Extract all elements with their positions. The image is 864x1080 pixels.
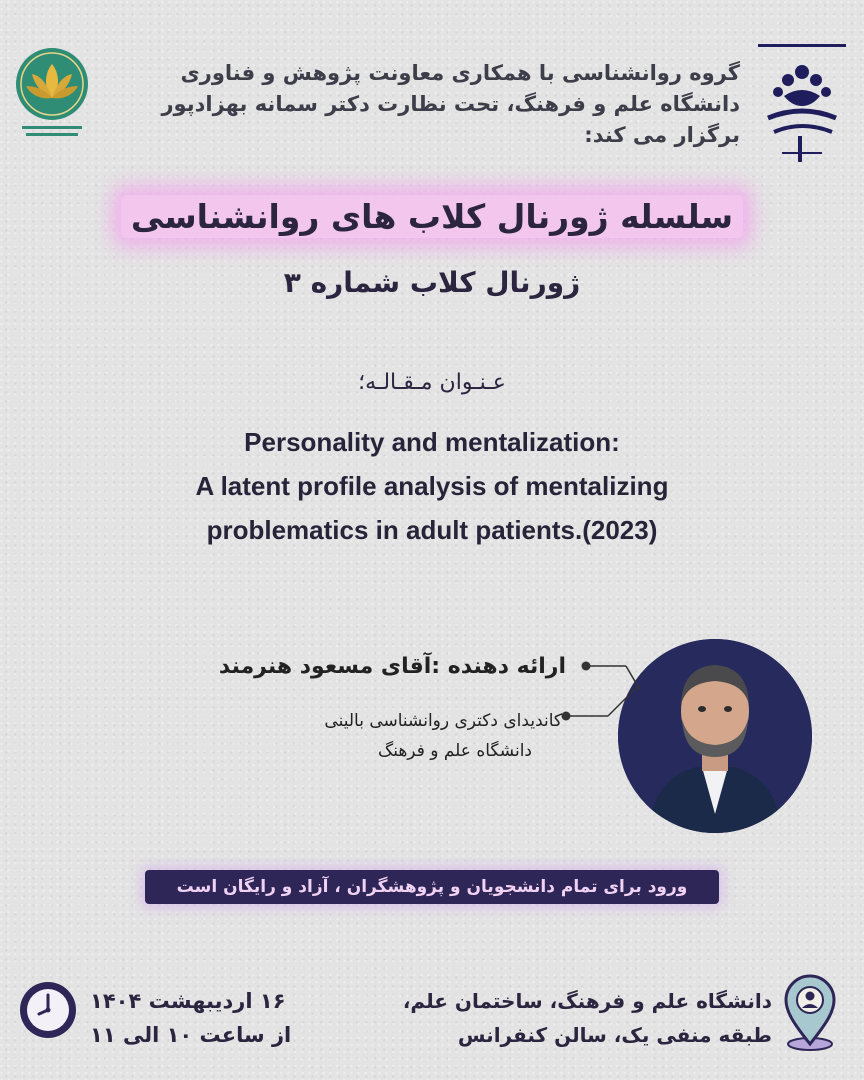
presenter-desc-line: دانشگاه علم و فرهنگ bbox=[378, 741, 532, 761]
presenter-portrait bbox=[618, 639, 812, 833]
presenter-description bbox=[200, 706, 562, 766]
university-emblem bbox=[748, 40, 856, 168]
time-line: از ساعت ۱۰ الی ۱۱ bbox=[90, 1023, 292, 1047]
intro-line: دانشگاه علم و فرهنگ، تحت نظارت دکتر سمانه بهزادپور bbox=[161, 92, 740, 116]
sub-title: ژورنال کلاب شماره ۳ bbox=[283, 266, 581, 299]
presenter-name: ارائه دهنده :آقای مسعود هنرمند bbox=[218, 654, 566, 679]
main-title-text: سلسله ژورنال کلاب های روانشناسی bbox=[121, 195, 743, 238]
presenter-photo bbox=[618, 639, 812, 833]
main-title bbox=[120, 195, 744, 238]
intro-line: گروه روانشناسی با همکاری معاونت پژوهش و فناوری bbox=[180, 61, 740, 85]
event-date bbox=[90, 984, 330, 1052]
article-title-line: A latent profile analysis of mentalizing bbox=[195, 471, 669, 501]
presenter-desc-line: کاندیدای دکتری روانشناسی بالینی bbox=[324, 711, 562, 731]
entry-banner: ورود برای تمام دانشجویان و پژوهشگران ، آزاد و رایگان است bbox=[145, 870, 719, 904]
article-label: عـنـوان مـقـالـه؛ bbox=[358, 370, 506, 395]
event-location bbox=[396, 984, 772, 1052]
location-line: دانشگاه علم و فرهنگ، ساختمان علم، bbox=[402, 989, 772, 1013]
article-title-line: Personality and mentalization: bbox=[244, 427, 620, 457]
article-title bbox=[90, 420, 774, 552]
connector-lines bbox=[560, 650, 640, 730]
date-line: ۱۶ اردیبهشت ۱۴۰۴ bbox=[90, 989, 286, 1013]
lotus-center-logo bbox=[14, 46, 90, 142]
intro-line: برگزار می کند: bbox=[584, 123, 740, 147]
location-pin-icon bbox=[780, 972, 840, 1052]
intro-text bbox=[160, 58, 740, 151]
article-title-line: problematics in adult patients.(2023) bbox=[206, 515, 658, 545]
location-line: طبقه منفی یک، سالن کنفرانس bbox=[457, 1023, 772, 1047]
clock-icon bbox=[18, 980, 78, 1040]
